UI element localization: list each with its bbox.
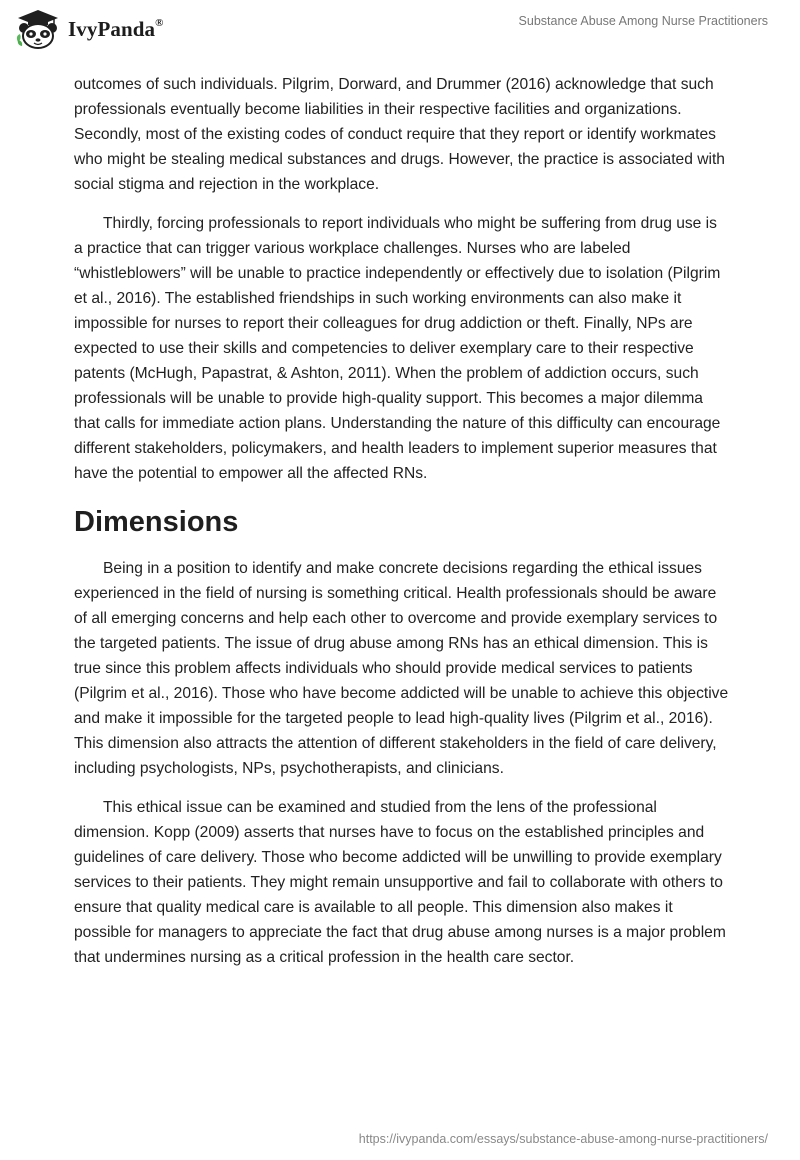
panda-graduate-icon — [14, 8, 62, 50]
paragraph-1: outcomes of such individuals. Pilgrim, Dorward, and Drummer (2016) acknowledge that such professionals eventually become liabilities in their respective facilities and organizations. Secondly, most of the existing codes of conduct require that they report or identify workmates who might be stealing medical substances and drugs. However, the practice is associated with social stigma and rejection in the workplace. — [74, 76, 725, 193]
section-heading-dimensions: Dimensions — [74, 506, 239, 538]
source-url[interactable]: https://ivypanda.com/essays/substance-abuse-among-nurse-practitioners/ — [358, 1132, 768, 1146]
paragraph-3: Being in a position to identify and make concrete decisions regarding the ethical issues experienced in the field of nursing is something critical. Health professionals should be aware of all emerging concerns and help each other to overcome and provide exemplary services to the targeted patients. The issue of drug abuse among RNs has an ethical dimension. This is true since this problem affects individuals who should provide medical services to patients (Pilgrim et al., 2016). Those who have become addicted will be unable to achieve this objective and make it impossible for the targeted people to lead high-quality lives (Pilgrim et al., 2016). This dimension also attracts the attention of different stakeholders in the field of care delivery, including psychologists, NPs, psychotherapists, and clinicians. — [74, 560, 729, 777]
brand-name: IvyPanda® — [68, 16, 164, 41]
registered-mark: ® — [155, 16, 164, 29]
document-title: Substance Abuse Among Nurse Practitioners — [518, 14, 768, 28]
paragraph-4: This ethical issue can be examined and studied from the lens of the professional dimension. Kopp (2009) asserts that nurses have to focus on the established principles and guidelines of care delivery. Those who become addicted will be unwilling to provide exemplary services to their patients. They might remain unsupportive and fail to collaborate with others to ensure that quality medical care is available to all people. This dimension also makes it possible for managers to appreciate the fact that drug abuse among nurses is a major problem that undermines nursing as a critical profession in the health care sector. — [74, 799, 726, 966]
page-header — [0, 0, 800, 60]
essay-content — [74, 72, 729, 984]
brand-logo[interactable] — [14, 8, 164, 50]
paragraph-2: Thirdly, forcing professionals to report individuals who might be suffering from drug use is a practice that can trigger various workplace challenges. Nurses who are labeled “whistleblowers” will be unable to practice independently or effectively due to isolation (Pilgrim et al., 2016). The established friendships in such working environments can also make it impossible for nurses to report their colleagues for drug addiction or theft. Finally, NPs are expected to use their skills and competencies to deliver exemplary care to their respective patents (McHugh, Papastrat, & Ashton, 2011). When the problem of addiction occurs, such professionals will be unable to provide high-quality support. This becomes a major dilemma that calls for immediate action plans. Understanding the nature of this difficulty can encourage different stakeholders, policymakers, and health leaders to implement superior measures that have the potential to empower all the affected RNs. — [74, 215, 721, 482]
